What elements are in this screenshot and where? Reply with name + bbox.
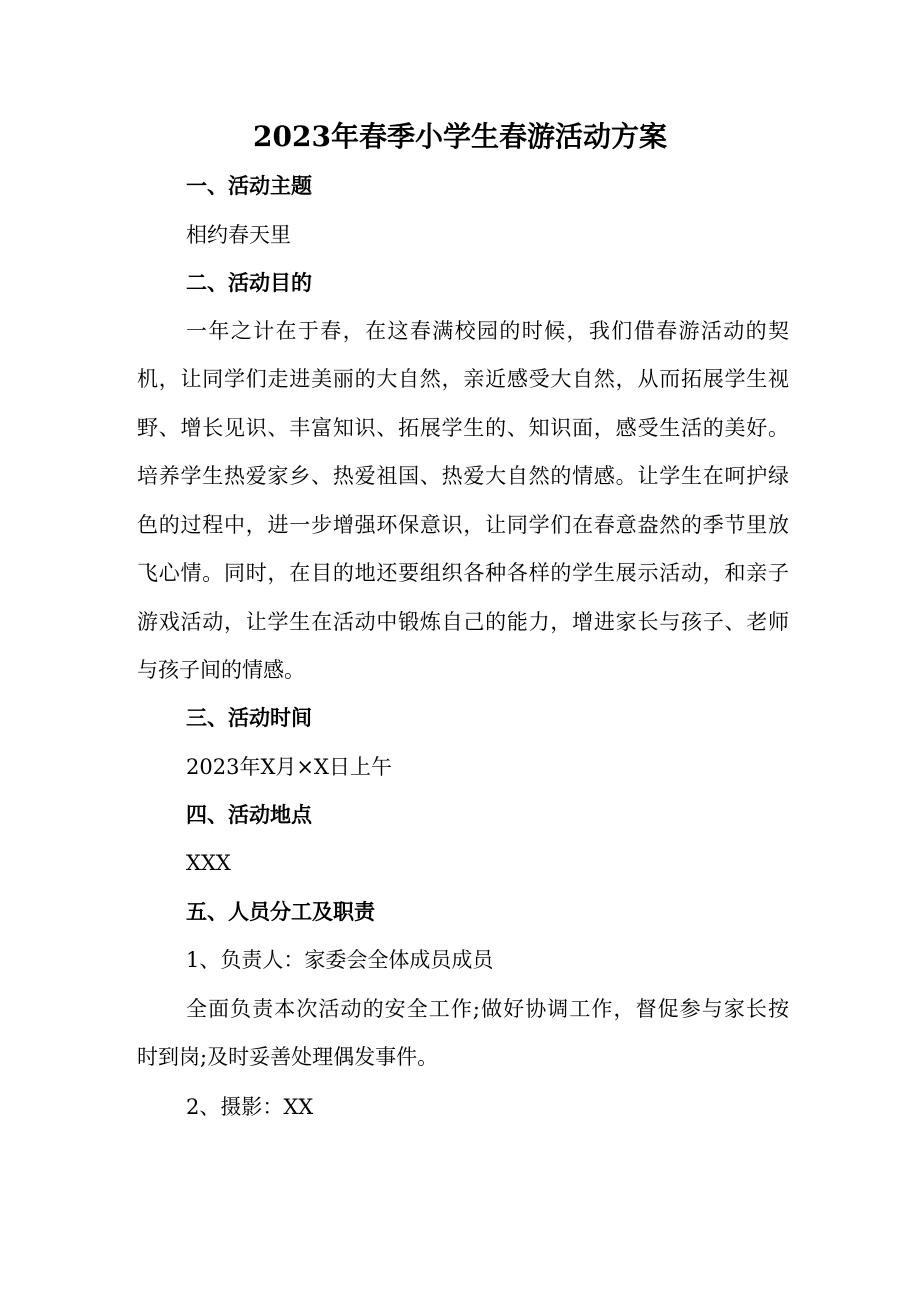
purpose-line: 游戏活动，让学生在活动中锻炼自己的能力，增进家长与孩子、老师 [137, 610, 789, 634]
heading-place: 四、活动地点 [186, 802, 312, 827]
theme-text: 相约春天里 [186, 223, 291, 247]
time-text: 2023年X月×X日上午 [186, 755, 392, 779]
staff-item-2: 2、摄影：XX [186, 1095, 314, 1119]
staff-item-1-desc-line: 全面负责本次活动的安全工作;做好协调工作，督促参与家长按 [186, 997, 789, 1021]
purpose-line: 培养学生热爱家乡、热爱祖国、热爱大自然的情感。让学生在呵护绿 [137, 464, 789, 488]
purpose-line: 飞心情。同时，在目的地还要组织各种各样的学生展示活动，和亲子 [137, 561, 789, 585]
heading-staff: 五、人员分工及职责 [186, 899, 375, 924]
place-text: XXX [186, 851, 231, 875]
staff-item-1: 1、负责人：家委会全体成员成员 [186, 948, 494, 972]
heading-purpose: 二、活动目的 [186, 270, 312, 295]
purpose-line: 色的过程中，进一步增强环保意识，让同学们在春意盎然的季节里放 [137, 513, 789, 537]
document-title: 2023年春季小学生春游活动方案 [253, 120, 667, 153]
purpose-line: 野、增长见识、丰富知识、拓展学生的、知识面，感受生活的美好。 [137, 416, 789, 440]
purpose-line: 与孩子间的情感。 [137, 658, 305, 682]
heading-time: 三、活动时间 [186, 705, 312, 730]
purpose-line: 一年之计在于春，在这春满校园的时候，我们借春游活动的契 [186, 319, 789, 343]
heading-theme: 一、活动主题 [186, 173, 312, 198]
staff-item-1-desc-line: 时到岗;及时妥善处理偶发事件。 [137, 1045, 439, 1069]
purpose-line: 机，让同学们走进美丽的大自然，亲近感受大自然，从而拓展学生视 [137, 367, 789, 391]
